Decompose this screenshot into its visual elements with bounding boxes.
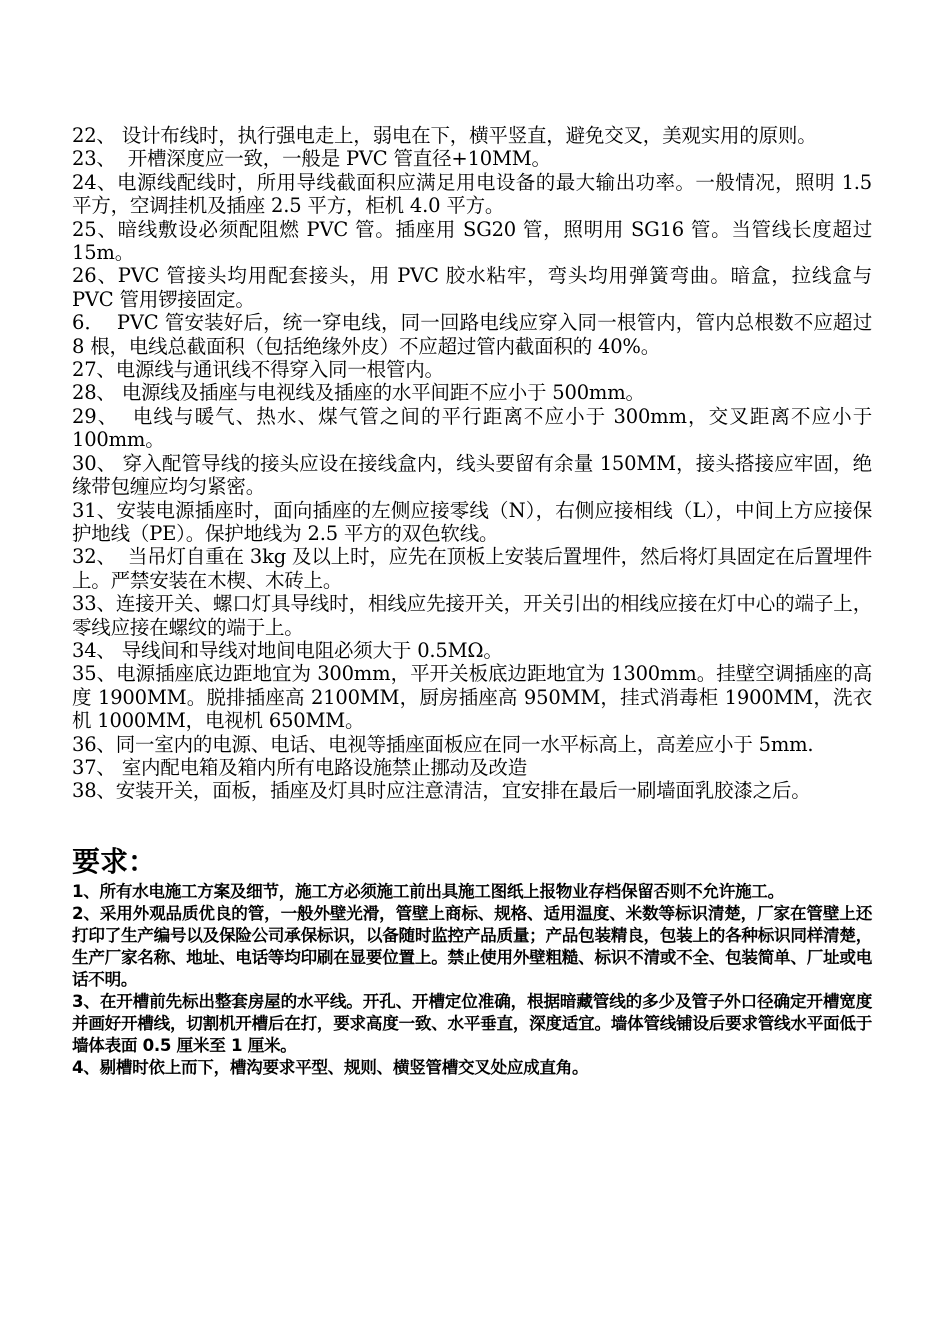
rule-item-26: 26、PVC 管接头均用配套接头，用 PVC 胶水粘牢，弯头均用弹簧弯曲。暗盒，拉线盒与 PVC 管用锣接固定。 (72, 264, 878, 311)
rule-item-33: 33、连接开关、螺口灯具导线时，相线应先接开关，开关引出的相线应接在灯中心的端子上，零线应接在螺纹的端于上。 (72, 592, 872, 639)
requirements-title: 要求： (72, 844, 157, 878)
rule-item-29: 29、 电线与暖气、热水、煤气管之间的平行距离不应小于 300mm，交叉距离不应小于 100mm。 (72, 404, 878, 452)
rule-item-24: 24、电源线配线时，所用导线截面积应满足用电设备的最大输出功率。一般情况，照明 1.5 平方，空调挂机及插座 2.5 平方，柜机 4.0 平方。 (72, 170, 878, 218)
rule-item-38: 38、安装开关，面板，插座及灯具时应注意清洁，宜安排在最后一刷墙面乳胶漆之后。 (72, 779, 811, 803)
rule-item-30: 30、 穿入配管导线的接头应设在接线盒内，线头要留有余量 150MM，接头搭接应牢固，绝缘带包缠应均匀紧密。 (72, 451, 872, 499)
rule-item-27: 27、电源线与通讯线不得穿入同一根管内。 (72, 358, 444, 382)
rule-item-32: 32、 当吊灯自重在 3kg 及以上时，应先在顶板上安装后置埋件，然后将灯具固定在后置埋件上。严禁安装在木楔、木砖上。 (72, 545, 872, 592)
rule-item-35: 35、电源插座底边距地宜为 300mm，平开关板底边距地宜为 1300mm。挂壁空调插座的高度 1900MM。脱排插座高 2100MM，厨房插座高 950MM，挂式消毒柜 1900MM，洗衣机 1000MM，电视机 650MM。 (72, 662, 872, 733)
rule-item-22: 22、 设计布线时，执行强电走上，弱电在下，横平竖直，避免交叉，美观实用的原则。 (72, 124, 817, 147)
rule-item-34: 34、 导线间和导线对地间电阻必须大于 0.5MΩ。 (72, 638, 503, 662)
requirement-item-3: 3、在开槽前先标出整套房屋的水平线。开孔、开槽定位准确，根据暗藏管线的多少及管子外口径确定开槽宽度并画好开槽线，切割机开槽后在打，要求高度一致、水平垂直，深度适宜。墙体管线铺设后要求管线水平面低于墙体表面 0.5 厘米至 1 厘米。 (72, 991, 872, 1055)
rule-item-23: 23、 开槽深度应一致，一般是 PVC 管直径+10MM。 (72, 147, 551, 171)
requirement-item-2: 2、采用外观品质优良的管，一般外壁光滑，管壁上商标、规格、适用温度、米数等标识清楚，厂家在管壁上还打印了生产编号以及保险公司承保标识，以备随时监控产品质量；产品包装精良，包装上的各种标识同样清楚，生产厂家名称、地址、电话等均印刷在显要位置上。禁止使用外壁粗糙、标识不清或不全、包装简单、厂址或电话不明。 (72, 903, 872, 989)
requirement-item-1: 1、所有水电施工方案及细节，施工方必须施工前出具施工图纸上报物业存档保留否则不允许施工。 (72, 881, 784, 901)
rule-item-28: 28、 电源线及插座与电视线及插座的水平间距不应小于 500mm。 (72, 381, 645, 405)
requirement-item-4: 4、剔槽时依上而下，槽沟要求平型、规则、横竖管槽交叉处应成直角。 (72, 1057, 589, 1077)
rule-item-6: 6． PVC 管安装好后，统一穿电线，同一回路电线应穿入同一根管内，管内总根数不应超过 8 根，电线总截面积（包括绝缘外皮）不应超过管内截面积的 40%。 (72, 311, 878, 358)
rule-item-25: 25、暗线敷设必须配阻燃 PVC 管。插座用 SG20 管，照明用 SG16 管。当管线长度超过 15m。 (72, 217, 878, 265)
document-page (72, 124, 878, 1079)
rule-item-36: 36、同一室内的电源、电话、电视等插座面板应在同一水平标高上，高差应小于 5mm. (72, 732, 814, 756)
rules-list (72, 124, 878, 803)
rule-item-31: 31、安装电源插座时，面向插座的左侧应接零线（N），右侧应接相线（L），中间上方应接保护地线（PE）。保护地线为 2.5 平方的双色软线。 (72, 498, 872, 545)
rule-item-37: 37、 室内配电箱及箱内所有电路设施禁止挪动及改造 (72, 755, 528, 779)
requirements-list (72, 881, 872, 1079)
